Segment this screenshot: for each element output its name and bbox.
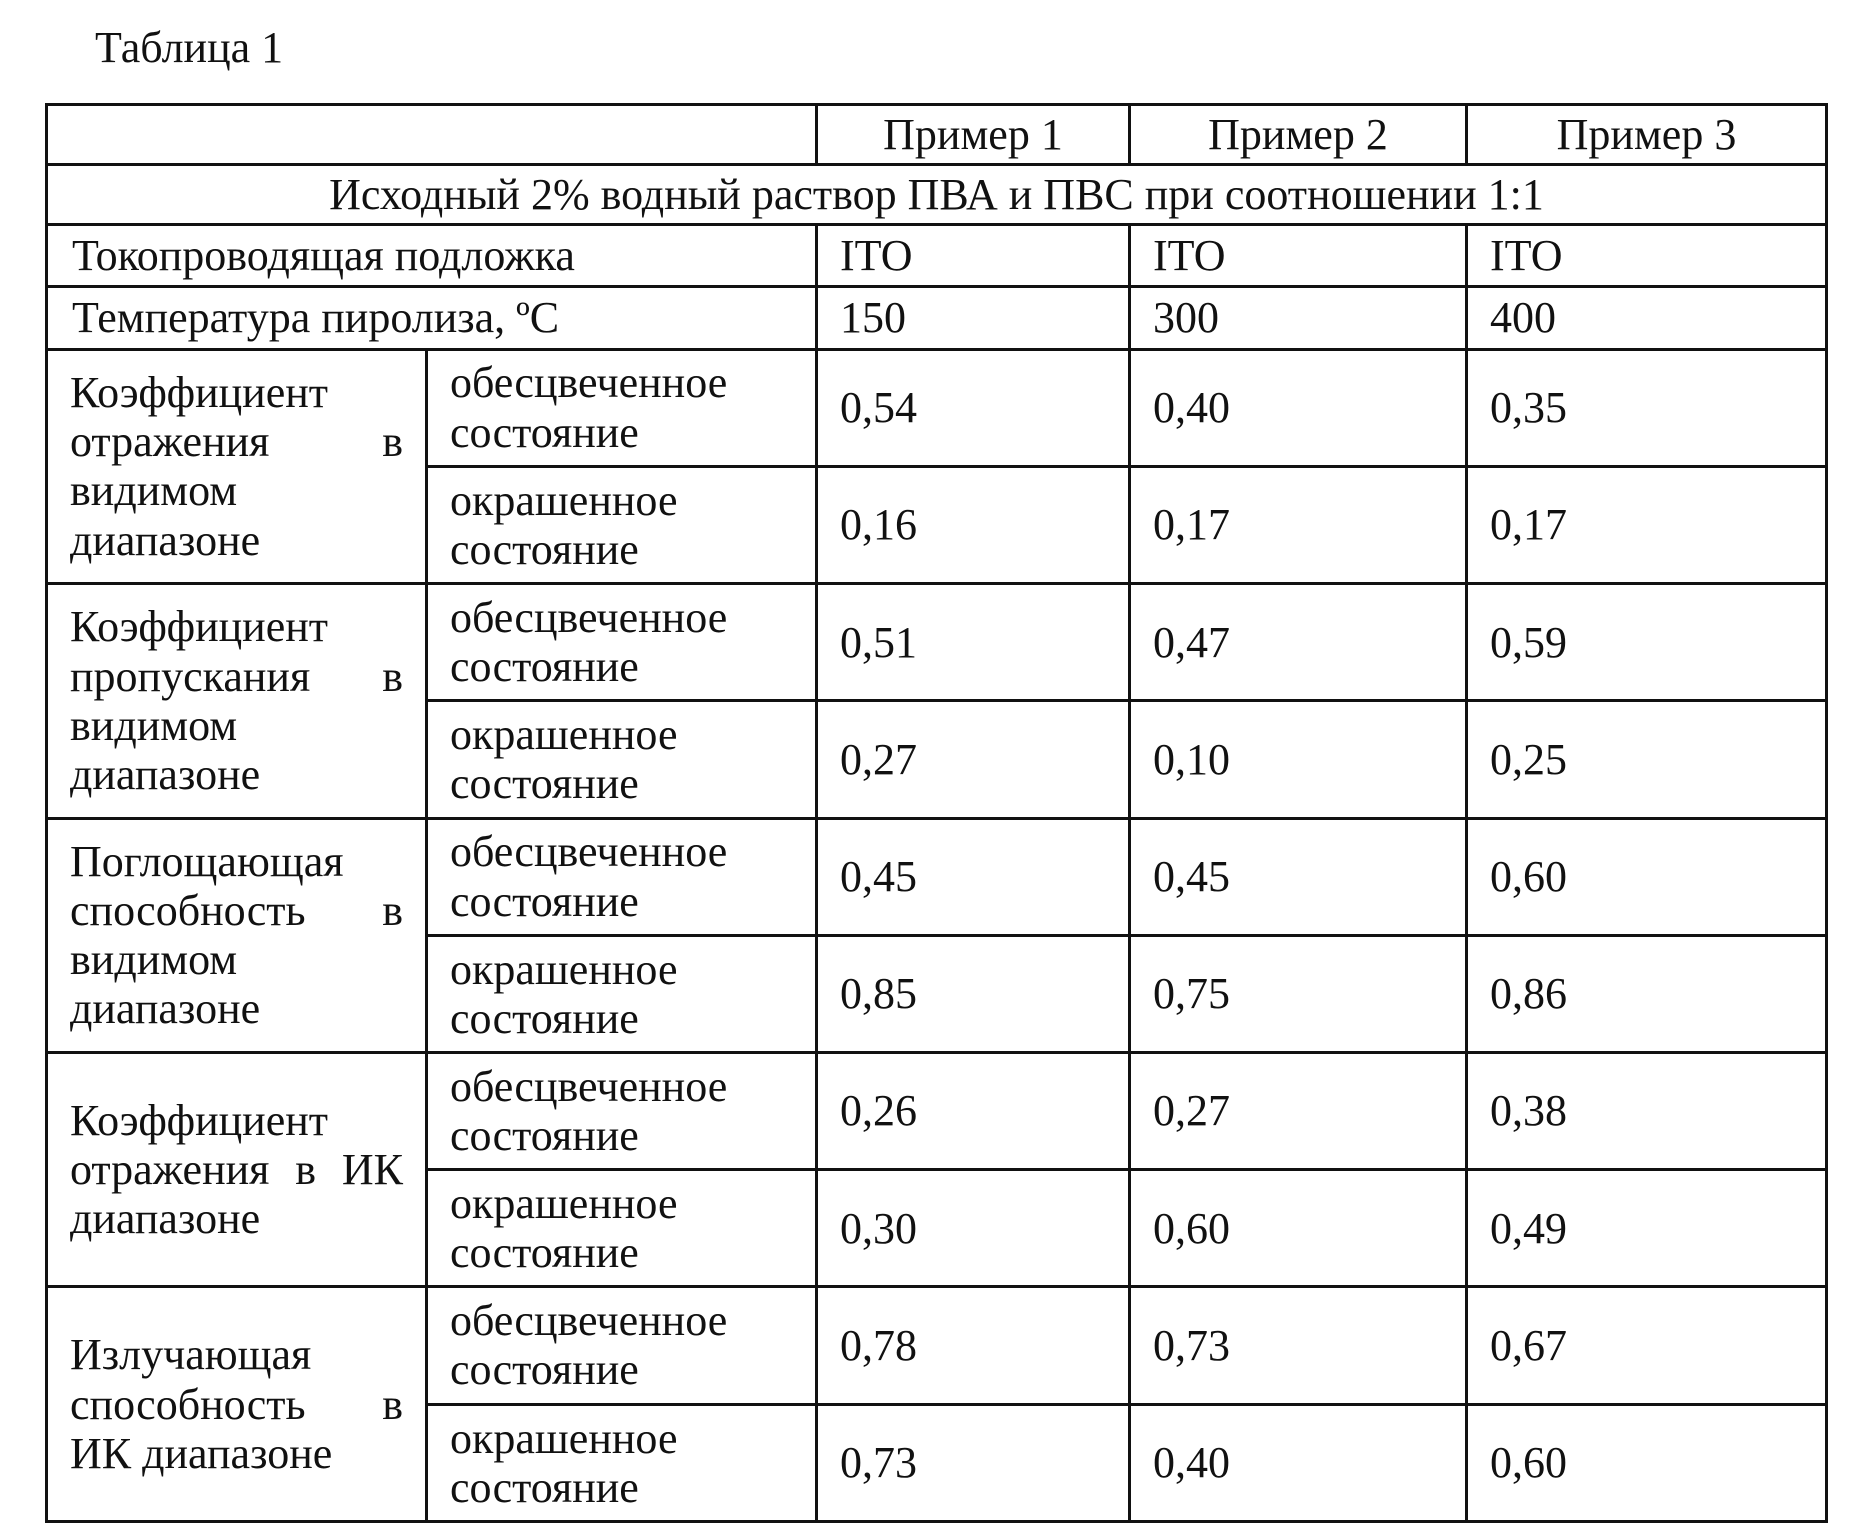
value-cell: 0,51: [817, 584, 1130, 701]
value-cell: 0,78: [817, 1287, 1130, 1404]
table-caption: Таблица 1: [95, 23, 284, 72]
table-row: [47, 1287, 1827, 1404]
pyrolysis-row: [47, 287, 1827, 349]
solution-cell: Исходный 2% водный раствор ПВА и ПВС при соотношении 1:1: [47, 165, 1827, 225]
substrate-label: Токопроводящая подложка: [47, 225, 817, 287]
value-cell: 0,30: [817, 1170, 1130, 1287]
results-table: [45, 103, 1828, 1523]
value-cell: 0,86: [1467, 935, 1827, 1052]
value-cell: 0,17: [1130, 466, 1467, 583]
value-cell: 0,75: [1130, 935, 1467, 1052]
state-label: окрашенное состояние: [427, 935, 817, 1052]
value-cell: 0,60: [1130, 1170, 1467, 1287]
pyrolysis-value-1: 150: [817, 287, 1130, 349]
header-row: [47, 105, 1827, 165]
value-cell: 0,85: [817, 935, 1130, 1052]
value-cell: 0,45: [817, 818, 1130, 935]
substrate-row: [47, 225, 1827, 287]
value-cell: 0,49: [1467, 1170, 1827, 1287]
substrate-value-2: ITO: [1130, 225, 1467, 287]
state-label: окрашенное состояние: [427, 1170, 817, 1287]
state-label: окрашенное состояние: [427, 701, 817, 818]
value-cell: 0,45: [1130, 818, 1467, 935]
state-label: окрашенное состояние: [427, 1404, 817, 1521]
group-label: Коэффициент отражения в ИК диапазоне: [47, 1052, 427, 1286]
value-cell: 0,27: [1130, 1052, 1467, 1169]
value-cell: 0,17: [1467, 466, 1827, 583]
value-cell: 0,60: [1467, 818, 1827, 935]
value-cell: 0,35: [1467, 349, 1827, 466]
group-label: Коэффициент пропускания в видимом диапазоне: [47, 584, 427, 818]
pyrolysis-value-3: 400: [1467, 287, 1827, 349]
table-row: [47, 1052, 1827, 1169]
value-cell: 0,40: [1130, 1404, 1467, 1521]
value-cell: 0,47: [1130, 584, 1467, 701]
value-cell: 0,54: [817, 349, 1130, 466]
value-cell: 0,16: [817, 466, 1130, 583]
state-label: окрашенное состояние: [427, 466, 817, 583]
table-row: [47, 584, 1827, 701]
header-example-1: Пример 1: [817, 105, 1130, 165]
state-label: обесцвеченное состояние: [427, 1287, 817, 1404]
solution-row: [47, 165, 1827, 225]
value-cell: 0,73: [817, 1404, 1130, 1521]
table-row: [47, 349, 1827, 466]
substrate-value-3: ITO: [1467, 225, 1827, 287]
value-cell: 0,60: [1467, 1404, 1827, 1521]
value-cell: 0,25: [1467, 701, 1827, 818]
state-label: обесцвеченное состояние: [427, 584, 817, 701]
state-label: обесцвеченное состояние: [427, 818, 817, 935]
header-example-3: Пример 3: [1467, 105, 1827, 165]
value-cell: 0,38: [1467, 1052, 1827, 1169]
pyrolysis-label: Температура пиролиза, ºС: [47, 287, 817, 349]
value-cell: 0,73: [1130, 1287, 1467, 1404]
group-label: Коэффициент отражения в видимом диапазоне: [47, 349, 427, 583]
value-cell: 0,27: [817, 701, 1130, 818]
state-label: обесцвеченное состояние: [427, 1052, 817, 1169]
header-example-2: Пример 2: [1130, 105, 1467, 165]
substrate-value-1: ITO: [817, 225, 1130, 287]
header-blank-cell: [47, 105, 817, 165]
value-cell: 0,10: [1130, 701, 1467, 818]
value-cell: 0,59: [1467, 584, 1827, 701]
pyrolysis-value-2: 300: [1130, 287, 1467, 349]
state-label: обесцвеченное состояние: [427, 349, 817, 466]
group-label: Излучающая способность в ИК диапазоне: [47, 1287, 427, 1522]
group-label: Поглощающая способность в видимом диапазоне: [47, 818, 427, 1052]
value-cell: 0,40: [1130, 349, 1467, 466]
value-cell: 0,67: [1467, 1287, 1827, 1404]
value-cell: 0,26: [817, 1052, 1130, 1169]
table-row: [47, 818, 1827, 935]
